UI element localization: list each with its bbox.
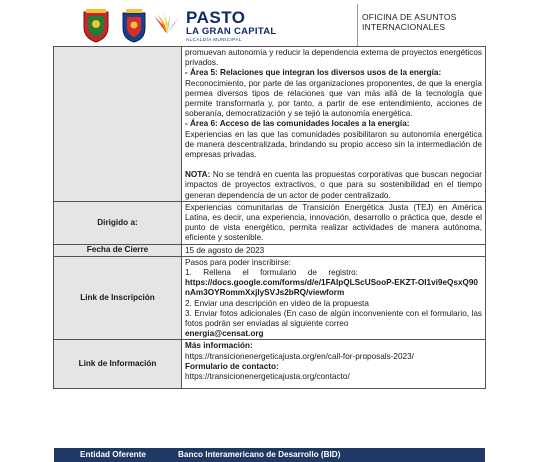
dirigido-label: Dirigido a: (54, 201, 182, 244)
header-divider (357, 4, 358, 46)
areas-cell (182, 47, 486, 202)
insc-intro: Pasos para poder inscribirse: (185, 257, 292, 267)
nota-paragraph (185, 170, 482, 201)
insc-step-2: 2. Enviar una descripción en video de la propuesta (185, 298, 369, 308)
bird-logo-icon (152, 12, 182, 38)
area5-title: - Área 5: Relaciones que integran los diversos usos de la energía: (185, 68, 442, 78)
document-header (0, 0, 534, 46)
insc-step-1: 1. Rellena el formulario de registro: (185, 268, 358, 278)
entity-key: Entidad Oferente (80, 450, 146, 459)
office-line-2: INTERNACIONALES (362, 22, 446, 32)
more-info-label: Más información: (185, 341, 253, 351)
office-line-1: OFICINA DE ASUNTOS (362, 12, 457, 22)
cierre-value: 15 de agosto de 2023 (182, 244, 486, 256)
table-row (54, 340, 486, 389)
city-shield-icon (120, 9, 148, 43)
info-label: Link de Información (54, 340, 182, 389)
nota-text: No se tendrá en cuenta las propuestas corporativas que buscan negociar impactos de proyectos extractivos, o que para su sostenibilidad en el tiempo generan dependencia de un actor de poder centralizado. (185, 170, 482, 200)
table-row (54, 244, 486, 256)
entity-value: Banco Interamericano de Desarrollo (BID) (178, 450, 341, 459)
entity-bar (54, 448, 485, 462)
brand-logo (186, 10, 277, 43)
info-table (53, 46, 486, 389)
municipal-seal-icon (82, 9, 110, 43)
area5-text: Reconocimiento, por parte de las organizaciones proponentes, de que la energía permea diversos tipos de relaciones que van más allá de la tecnología que permite transformarla y, por tanto, a partir de ese entendimiento, acciones de soberanía, democratización y se tejió la autonomía energética. (185, 78, 482, 119)
table-row (54, 47, 486, 202)
area6-text: Experiencias en las que las comunidades posibilitaron su autonomía energética de manera descentralizada, brindando su propio acceso sin la intermediación de empresas privadas. (185, 129, 482, 160)
contact-form-label: Formulario de contacto: (185, 361, 279, 371)
nota-label: NOTA: (185, 170, 211, 180)
row-label-empty (54, 47, 182, 202)
dirigido-text: Experiencias comunitarias de Transición Energética Justa (TEJ) en América Latina, es decir, una experiencia, innovación, desarrollo o práctica que, desde el punto de vista energético, permita realizar actividades de manera autónoma, eficiente y sostenible. (182, 201, 486, 244)
area6-title: - Área 6: Acceso de las comunidades locales a la energía: (185, 119, 410, 129)
more-info-link[interactable]: https://transicionenergeticajusta.org/en/call-for-proposals-2023/ (185, 351, 414, 361)
contact-form-link[interactable]: https://transicionenergeticajusta.org/contacto/ (185, 372, 350, 382)
info-cell (182, 340, 486, 389)
brand-small: ALCALDÍA MUNICIPAL (186, 37, 242, 42)
contact-email-link[interactable]: energia@censat.org (185, 329, 264, 339)
inscripcion-label: Link de Inscripción (54, 256, 182, 340)
table-row (54, 201, 486, 244)
brand-main: PASTO (186, 8, 246, 27)
table-row (54, 256, 486, 340)
inscripcion-cell (182, 256, 486, 340)
registration-form-link[interactable]: https://docs.google.com/forms/d/e/1FAIpQLScUSooP-EKZT-OI1vi9eQsxQ90nAm3OYRommXxjlySVJs2bRQ/viewform (185, 278, 478, 298)
insc-step-3: 3. Enviar fotos adicionales (En caso de algún inconveniente con el formulario, las fotos podrán ser enviadas al siguiente correo (185, 308, 482, 329)
brand-sub: LA GRAN CAPITAL (186, 26, 277, 37)
areas-intro-text: promuevan autonomía y reducir la dependencia externa de proyectos energéticos privados. (185, 48, 482, 68)
office-name (362, 12, 482, 32)
cierre-label: Fecha de Cierre (54, 244, 182, 256)
